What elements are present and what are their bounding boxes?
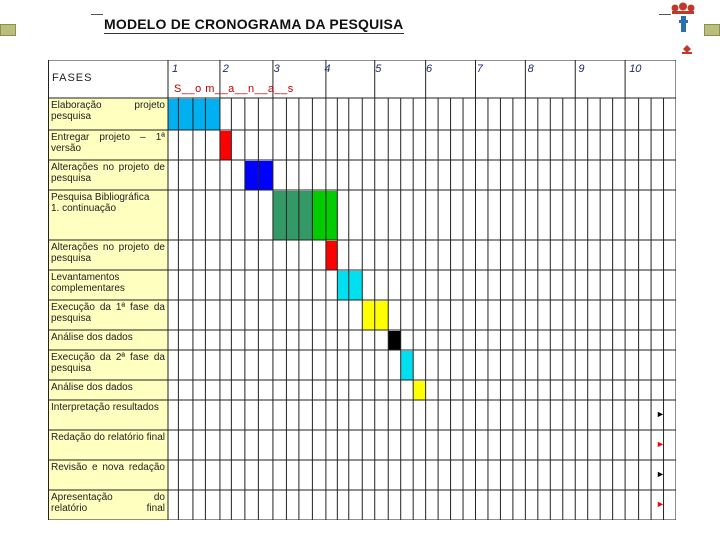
arrow-marker-icon: ► xyxy=(656,499,665,509)
gantt-bar xyxy=(168,99,220,130)
phase-label: Execução da 1ª fase da pesquisa xyxy=(51,302,165,324)
month-number: 4 xyxy=(324,63,331,75)
title-underline xyxy=(104,33,404,34)
phase-label: Apresentação do relatório final xyxy=(51,492,165,514)
gantt-bar xyxy=(413,381,425,400)
phase-label: Entregar projeto – 1ª versão xyxy=(51,132,165,154)
schedule-table xyxy=(48,60,676,520)
fases-header: FASES xyxy=(52,72,93,84)
phase-label: Levantamentos complementares xyxy=(51,272,125,294)
gantt-bar xyxy=(245,161,273,190)
arrow-marker-icon: ► xyxy=(656,439,665,449)
phase-label: Alterações no projeto de pesquisa xyxy=(51,162,165,184)
phase-label: Revisão e nova redação xyxy=(51,462,165,473)
gantt-bar xyxy=(401,351,413,380)
phase-label: Alterações no projeto de pesquisa xyxy=(51,242,165,264)
phase-label: Redação do relatório final xyxy=(51,432,165,443)
page-title: MODELO DE CRONOGRAMA DA PESQUISA xyxy=(104,16,404,32)
month-number: 9 xyxy=(578,63,585,75)
weeks-header: S__o m__a__n__a__s xyxy=(174,83,294,95)
gantt-bar xyxy=(220,131,231,160)
phase-label: Execução da 2ª fase da pesquisa xyxy=(51,352,165,374)
phase-label: Análise dos dados xyxy=(51,382,133,393)
right-decoration xyxy=(704,24,720,36)
month-number: 2 xyxy=(222,63,229,75)
phase-label: Elaboração projeto pesquisa xyxy=(51,100,165,122)
arrow-marker-icon: ► xyxy=(656,469,665,479)
month-number: 8 xyxy=(527,63,534,75)
left-decoration xyxy=(0,24,16,36)
arrow-marker-icon: ► xyxy=(656,409,665,419)
month-number: 6 xyxy=(426,63,433,75)
phase-label: Pesquisa Bibliográfica 1. continuação xyxy=(51,192,150,214)
month-number: 1 xyxy=(172,63,179,75)
month-number: 7 xyxy=(476,63,483,75)
top-left-rule xyxy=(91,14,103,15)
phase-label: Interpretação resultados xyxy=(51,402,159,413)
month-number: 5 xyxy=(375,63,382,75)
gantt-bar xyxy=(388,331,400,350)
month-number: 3 xyxy=(273,63,280,75)
month-number: 10 xyxy=(629,63,642,75)
gantt-bar xyxy=(362,301,388,330)
gantt-bar xyxy=(273,191,312,240)
institution-logo-icon xyxy=(668,2,698,58)
phase-label: Análise dos dados xyxy=(51,332,133,343)
gantt-bar xyxy=(326,241,337,270)
gantt-bar xyxy=(337,271,362,300)
gantt-bar xyxy=(312,191,337,240)
